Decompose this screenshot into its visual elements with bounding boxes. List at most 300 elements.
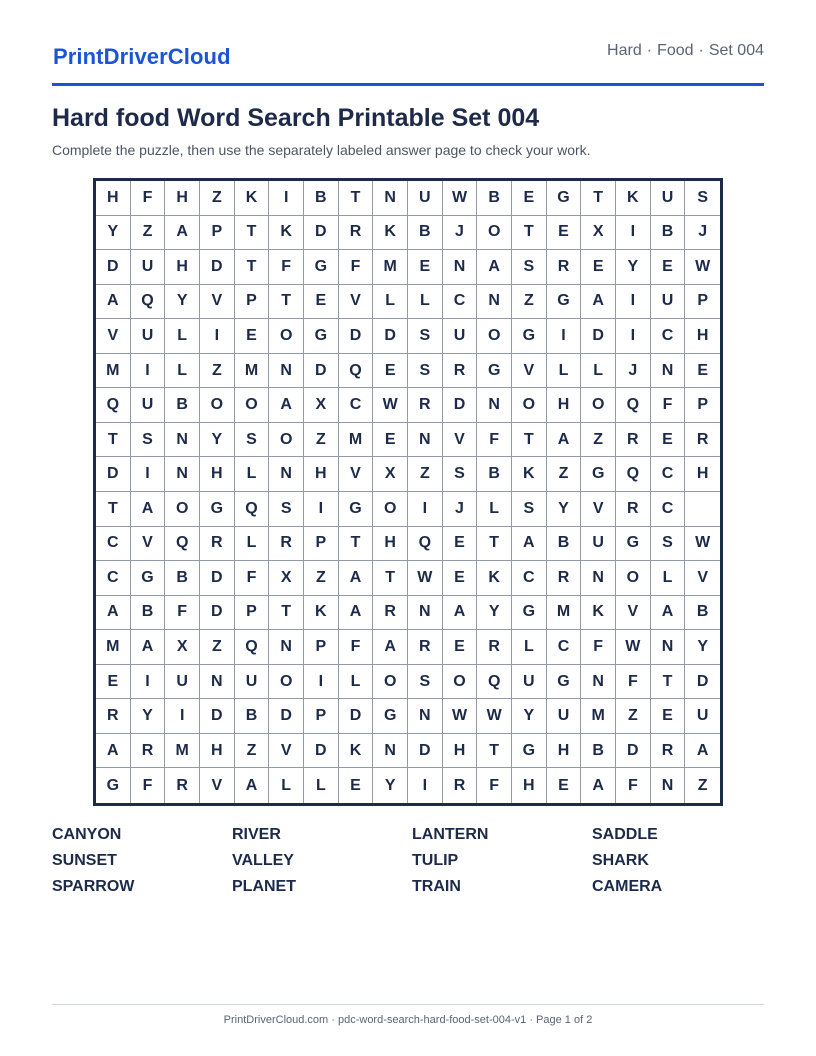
grid-cell: G bbox=[512, 734, 547, 769]
grid-cell: R bbox=[477, 630, 512, 665]
grid-cell: M bbox=[547, 596, 582, 631]
grid-cell: V bbox=[96, 319, 131, 354]
grid-cell bbox=[685, 492, 720, 527]
grid-cell: A bbox=[339, 561, 374, 596]
grid-cell: O bbox=[165, 492, 200, 527]
grid-cell: N bbox=[477, 388, 512, 423]
page-title: Hard food Word Search Printable Set 004 bbox=[52, 104, 540, 132]
grid-cell: Z bbox=[547, 457, 582, 492]
grid-cell: A bbox=[131, 630, 166, 665]
grid-cell: I bbox=[165, 699, 200, 734]
grid-cell: Z bbox=[235, 734, 270, 769]
grid-cell: T bbox=[373, 561, 408, 596]
grid-cell: N bbox=[269, 354, 304, 389]
grid-cell: H bbox=[200, 457, 235, 492]
grid-cell: G bbox=[616, 527, 651, 562]
grid-cell: T bbox=[339, 527, 374, 562]
grid-cell: D bbox=[200, 561, 235, 596]
grid-cell: F bbox=[235, 561, 270, 596]
grid-cell: A bbox=[443, 596, 478, 631]
grid-cell: T bbox=[581, 181, 616, 216]
word-list-item: TRAIN bbox=[412, 878, 461, 895]
grid-cell: W bbox=[373, 388, 408, 423]
grid-cell: G bbox=[547, 181, 582, 216]
grid-cell: E bbox=[443, 527, 478, 562]
grid-cell: W bbox=[685, 250, 720, 285]
grid-cell: L bbox=[373, 285, 408, 320]
grid-cell: R bbox=[408, 630, 443, 665]
grid-cell: K bbox=[477, 561, 512, 596]
grid-cell: O bbox=[443, 665, 478, 700]
grid-cell: A bbox=[96, 596, 131, 631]
header-divider bbox=[52, 83, 764, 86]
word-search-grid bbox=[93, 178, 723, 806]
grid-cell: U bbox=[651, 285, 686, 320]
grid-cell: G bbox=[512, 319, 547, 354]
grid-cell: R bbox=[165, 768, 200, 803]
grid-cell: U bbox=[512, 665, 547, 700]
grid-cell: M bbox=[581, 699, 616, 734]
grid-cell: E bbox=[96, 665, 131, 700]
grid-cell: N bbox=[373, 181, 408, 216]
word-list-item: VALLEY bbox=[232, 852, 294, 869]
grid-cell: S bbox=[512, 250, 547, 285]
grid-cell: L bbox=[547, 354, 582, 389]
grid-cell: N bbox=[373, 734, 408, 769]
grid-cell: N bbox=[408, 596, 443, 631]
grid-cell: J bbox=[443, 216, 478, 251]
grid-cell: M bbox=[96, 354, 131, 389]
grid-cell: S bbox=[685, 181, 720, 216]
grid-cell: V bbox=[269, 734, 304, 769]
grid-cell: L bbox=[339, 665, 374, 700]
grid-cell: C bbox=[512, 561, 547, 596]
grid-cell: G bbox=[339, 492, 374, 527]
breadcrumb-separator: · bbox=[646, 42, 653, 59]
grid-cell: Y bbox=[373, 768, 408, 803]
grid-cell: M bbox=[165, 734, 200, 769]
word-list-item: SHARK bbox=[592, 852, 649, 869]
grid-cell: L bbox=[269, 768, 304, 803]
grid-cell: U bbox=[408, 181, 443, 216]
grid-cell: N bbox=[408, 423, 443, 458]
grid-cell: T bbox=[512, 423, 547, 458]
grid-cell: N bbox=[269, 630, 304, 665]
grid-cell: U bbox=[547, 699, 582, 734]
grid-cell: U bbox=[131, 250, 166, 285]
grid-cell: P bbox=[685, 285, 720, 320]
grid-cell: F bbox=[339, 630, 374, 665]
grid-cell: P bbox=[304, 527, 339, 562]
grid-cell: U bbox=[131, 319, 166, 354]
grid-cell: H bbox=[685, 457, 720, 492]
grid-cell: R bbox=[547, 561, 582, 596]
grid-cell: X bbox=[165, 630, 200, 665]
grid-cell: C bbox=[443, 285, 478, 320]
grid-cell: L bbox=[512, 630, 547, 665]
grid-cell: L bbox=[581, 354, 616, 389]
grid-cell: Y bbox=[616, 250, 651, 285]
grid-cell: S bbox=[408, 319, 443, 354]
grid-cell: W bbox=[408, 561, 443, 596]
grid-cell: E bbox=[547, 216, 582, 251]
grid-cell: F bbox=[339, 250, 374, 285]
grid-cell: N bbox=[408, 699, 443, 734]
grid-cell: H bbox=[304, 457, 339, 492]
grid-cell: U bbox=[651, 181, 686, 216]
grid-cell: K bbox=[269, 216, 304, 251]
grid-cell: O bbox=[477, 319, 512, 354]
grid-cell: A bbox=[96, 734, 131, 769]
grid-cell: K bbox=[373, 216, 408, 251]
word-list-item: CANYON bbox=[52, 826, 122, 843]
grid-cell: I bbox=[269, 181, 304, 216]
grid-cell: F bbox=[651, 388, 686, 423]
grid-cell: Y bbox=[512, 699, 547, 734]
grid-cell: M bbox=[235, 354, 270, 389]
grid-cell: Q bbox=[165, 527, 200, 562]
grid-cell: S bbox=[269, 492, 304, 527]
grid-cell: R bbox=[269, 527, 304, 562]
grid-cell: U bbox=[581, 527, 616, 562]
grid-cell: G bbox=[512, 596, 547, 631]
grid-cell: V bbox=[616, 596, 651, 631]
grid-cell: P bbox=[304, 630, 339, 665]
grid-cell: O bbox=[235, 388, 270, 423]
grid-cell: D bbox=[269, 699, 304, 734]
grid-cell: G bbox=[477, 354, 512, 389]
grid-cell: Y bbox=[200, 423, 235, 458]
grid-cell: R bbox=[373, 596, 408, 631]
grid-cell: S bbox=[131, 423, 166, 458]
grid-cell: F bbox=[131, 181, 166, 216]
grid-cell: P bbox=[235, 596, 270, 631]
grid-cell: C bbox=[651, 319, 686, 354]
grid-cell: M bbox=[339, 423, 374, 458]
grid-cell: E bbox=[581, 250, 616, 285]
grid-cell: E bbox=[685, 354, 720, 389]
grid-cell: P bbox=[304, 699, 339, 734]
grid-cell: T bbox=[235, 216, 270, 251]
grid-cell: N bbox=[165, 423, 200, 458]
grid-cell: Y bbox=[96, 216, 131, 251]
grid-cell: Y bbox=[547, 492, 582, 527]
grid-cell: X bbox=[304, 388, 339, 423]
breadcrumb-separator: · bbox=[698, 42, 704, 59]
grid-cell: E bbox=[408, 250, 443, 285]
grid-cell: H bbox=[200, 734, 235, 769]
grid-cell: I bbox=[304, 665, 339, 700]
grid-cell: D bbox=[685, 665, 720, 700]
grid-cell: B bbox=[165, 561, 200, 596]
grid-cell: D bbox=[304, 354, 339, 389]
word-list-item: RIVER bbox=[232, 826, 281, 843]
grid-cell: R bbox=[408, 388, 443, 423]
breadcrumb-set[interactable]: Set 004 bbox=[708, 42, 764, 59]
grid-cell: A bbox=[373, 630, 408, 665]
grid-cell: D bbox=[200, 596, 235, 631]
grid-cell: I bbox=[131, 457, 166, 492]
grid-cell: O bbox=[269, 665, 304, 700]
grid-cell: N bbox=[651, 354, 686, 389]
grid-cell: Z bbox=[697, 776, 708, 794]
grid-cell: Z bbox=[200, 354, 235, 389]
grid-cell: K bbox=[304, 596, 339, 631]
grid-cell: O bbox=[581, 388, 616, 423]
grid-cell: T bbox=[339, 181, 374, 216]
grid-cell: H bbox=[96, 181, 131, 216]
grid-cell: F bbox=[616, 665, 651, 700]
grid-cell: T bbox=[269, 596, 304, 631]
grid-cell: G bbox=[547, 285, 582, 320]
grid-cell: D bbox=[373, 319, 408, 354]
grid-cell: O bbox=[512, 388, 547, 423]
brand-logo[interactable]: PrintDriverCloud bbox=[53, 44, 231, 69]
word-list-item: PLANET bbox=[232, 878, 296, 895]
grid-cell: E bbox=[304, 285, 339, 320]
grid-cell: A bbox=[131, 492, 166, 527]
grid-cell: V bbox=[443, 423, 478, 458]
grid-cell: F bbox=[269, 250, 304, 285]
grid-cell: T bbox=[96, 492, 131, 527]
grid-cell: B bbox=[685, 596, 720, 631]
grid-cell: L bbox=[651, 561, 686, 596]
grid-cell: O bbox=[373, 492, 408, 527]
page-subtitle: Complete the puzzle, then use the separately labeled answer page to check your work. bbox=[52, 142, 591, 158]
grid-cell: H bbox=[165, 250, 200, 285]
grid-cell: E bbox=[651, 699, 686, 734]
grid-cell: E bbox=[547, 768, 582, 803]
grid-cell: G bbox=[96, 768, 131, 803]
grid-cell: S bbox=[512, 492, 547, 527]
grid-cell: N bbox=[443, 250, 478, 285]
grid-cell: Z bbox=[304, 423, 339, 458]
grid-cell: Y bbox=[165, 285, 200, 320]
grid-cell: L bbox=[235, 527, 270, 562]
grid-cell: R bbox=[200, 527, 235, 562]
grid-cell: K bbox=[581, 596, 616, 631]
word-list bbox=[52, 824, 772, 902]
grid-cell: A bbox=[512, 527, 547, 562]
grid-cell: Y bbox=[477, 596, 512, 631]
grid-cell: Q bbox=[339, 354, 374, 389]
grid-cell: D bbox=[408, 734, 443, 769]
grid-cell: Z bbox=[200, 630, 235, 665]
grid-cell: A bbox=[96, 285, 131, 320]
word-list-item: SPARROW bbox=[52, 878, 135, 895]
grid-cell: B bbox=[477, 457, 512, 492]
grid-cell: U bbox=[165, 665, 200, 700]
grid-cell: I bbox=[131, 354, 166, 389]
grid-cell: W bbox=[443, 699, 478, 734]
grid-cell: Z bbox=[200, 181, 235, 216]
grid-cell: N bbox=[581, 561, 616, 596]
grid-cell: D bbox=[443, 388, 478, 423]
word-list-item: LANTERN bbox=[412, 826, 489, 843]
grid-cell: Q bbox=[616, 457, 651, 492]
grid-cell: N bbox=[581, 665, 616, 700]
grid-cell: R bbox=[339, 216, 374, 251]
grid-cell: F bbox=[581, 630, 616, 665]
grid-cell: N bbox=[477, 285, 512, 320]
grid-cell: F bbox=[616, 768, 651, 803]
grid-cell: I bbox=[408, 492, 443, 527]
grid-cell: B bbox=[235, 699, 270, 734]
grid-cell: P bbox=[685, 388, 720, 423]
grid-cell: J bbox=[616, 354, 651, 389]
grid-cell: W bbox=[443, 181, 478, 216]
breadcrumb-hard[interactable]: Hard bbox=[607, 42, 642, 59]
grid-cell: D bbox=[96, 250, 131, 285]
grid-cell: B bbox=[651, 216, 686, 251]
grid-cell: V bbox=[200, 285, 235, 320]
grid-cell: T bbox=[96, 423, 131, 458]
grid-cell: P bbox=[235, 285, 270, 320]
grid-cell: T bbox=[269, 285, 304, 320]
grid-cell: G bbox=[373, 699, 408, 734]
grid-cell: R bbox=[651, 734, 686, 769]
grid-cell: D bbox=[200, 250, 235, 285]
grid-cell: V bbox=[200, 768, 235, 803]
grid-cell: I bbox=[304, 492, 339, 527]
grid-cell: T bbox=[477, 734, 512, 769]
grid-cell: K bbox=[512, 457, 547, 492]
grid-cell: E bbox=[512, 181, 547, 216]
grid-cell: U bbox=[235, 665, 270, 700]
grid-cell: R bbox=[616, 492, 651, 527]
grid-cell: D bbox=[304, 216, 339, 251]
grid-cell: G bbox=[304, 319, 339, 354]
grid-cell: M bbox=[96, 630, 131, 665]
grid-cell: I bbox=[616, 319, 651, 354]
grid-cell: O bbox=[200, 388, 235, 423]
grid-cell: C bbox=[651, 457, 686, 492]
grid-cell: X bbox=[373, 457, 408, 492]
grid-cell: A bbox=[269, 388, 304, 423]
grid-cell: L bbox=[165, 354, 200, 389]
grid-cell: C bbox=[339, 388, 374, 423]
grid-cell: S bbox=[651, 527, 686, 562]
grid-cell: D bbox=[200, 699, 235, 734]
grid-cell: A bbox=[581, 768, 616, 803]
grid-cell: N bbox=[165, 457, 200, 492]
grid-cell: F bbox=[477, 423, 512, 458]
grid-cell: G bbox=[304, 250, 339, 285]
grid-cell: Q bbox=[477, 665, 512, 700]
grid-cell: K bbox=[616, 181, 651, 216]
grid-cell: K bbox=[235, 181, 270, 216]
grid-cell: V bbox=[581, 492, 616, 527]
grid-cell: N bbox=[651, 630, 686, 665]
grid-cell: R bbox=[685, 423, 720, 458]
footer-divider bbox=[52, 1004, 764, 1005]
grid-cell: A bbox=[339, 596, 374, 631]
grid-cell: X bbox=[581, 216, 616, 251]
grid-cell: Q bbox=[408, 527, 443, 562]
grid-cell: J bbox=[685, 216, 720, 251]
grid-cell: H bbox=[373, 527, 408, 562]
grid-cell: A bbox=[685, 734, 720, 769]
grid-cell: O bbox=[373, 665, 408, 700]
word-list-item: SUNSET bbox=[52, 852, 117, 869]
grid-cell: R bbox=[443, 354, 478, 389]
grid-cell: A bbox=[235, 768, 270, 803]
grid-cell: C bbox=[651, 492, 686, 527]
grid-cell: T bbox=[512, 216, 547, 251]
grid-cell: L bbox=[165, 319, 200, 354]
grid-cell: S bbox=[443, 457, 478, 492]
grid-cell: E bbox=[235, 319, 270, 354]
grid-cell: A bbox=[477, 250, 512, 285]
grid-cell: G bbox=[547, 665, 582, 700]
grid-cell: B bbox=[165, 388, 200, 423]
grid-cell: D bbox=[581, 319, 616, 354]
grid-cell: E bbox=[339, 768, 374, 803]
grid-cell: I bbox=[200, 319, 235, 354]
grid-cell: E bbox=[651, 250, 686, 285]
grid-cell: F bbox=[165, 596, 200, 631]
grid-cell: Q bbox=[235, 630, 270, 665]
grid-cell: Z bbox=[131, 216, 166, 251]
grid-cell: Y bbox=[685, 630, 720, 665]
grid-cell: F bbox=[131, 768, 166, 803]
grid-cell: L bbox=[304, 768, 339, 803]
grid-cell: Q bbox=[616, 388, 651, 423]
grid-cell: O bbox=[616, 561, 651, 596]
grid-cell: O bbox=[477, 216, 512, 251]
grid-cell: A bbox=[651, 596, 686, 631]
grid-cell: T bbox=[235, 250, 270, 285]
grid-cell: E bbox=[373, 354, 408, 389]
grid-cell: I bbox=[616, 216, 651, 251]
grid-cell: W bbox=[616, 630, 651, 665]
grid-cell: V bbox=[512, 354, 547, 389]
grid-cell: Z bbox=[304, 561, 339, 596]
grid-cell: T bbox=[651, 665, 686, 700]
grid-cell: N bbox=[200, 665, 235, 700]
grid-cell: B bbox=[477, 181, 512, 216]
grid-cell: O bbox=[269, 423, 304, 458]
grid-cell: O bbox=[269, 319, 304, 354]
grid-cell: U bbox=[131, 388, 166, 423]
grid-cell: B bbox=[547, 527, 582, 562]
grid-cell: C bbox=[96, 527, 131, 562]
grid-cell: R bbox=[96, 699, 131, 734]
word-list-item: SADDLE bbox=[592, 826, 658, 843]
grid-cell: S bbox=[408, 354, 443, 389]
grid-cell: G bbox=[200, 492, 235, 527]
grid-cell: I bbox=[616, 285, 651, 320]
grid-cell: E bbox=[443, 561, 478, 596]
grid-cell: X bbox=[269, 561, 304, 596]
grid-cell: Z bbox=[616, 699, 651, 734]
grid-cell: R bbox=[443, 768, 478, 803]
grid-cell: C bbox=[547, 630, 582, 665]
grid-cell: C bbox=[96, 561, 131, 596]
breadcrumb-food[interactable]: Food bbox=[657, 42, 694, 59]
grid-cell: V bbox=[685, 561, 720, 596]
grid-cell: B bbox=[304, 181, 339, 216]
grid-cell: N bbox=[651, 768, 686, 803]
grid-cell: Y bbox=[131, 699, 166, 734]
grid-cell: S bbox=[235, 423, 270, 458]
grid-cell: L bbox=[477, 492, 512, 527]
grid-cell: H bbox=[547, 734, 582, 769]
grid-cell: D bbox=[304, 734, 339, 769]
grid-cell: A bbox=[581, 285, 616, 320]
grid-cell: Z bbox=[581, 423, 616, 458]
grid-cell: D bbox=[96, 457, 131, 492]
